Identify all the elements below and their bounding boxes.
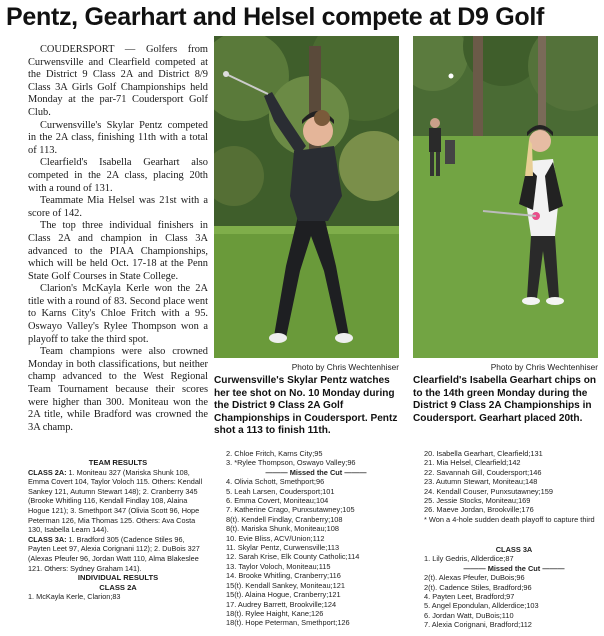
list-item: 4. Olivia Schott, Smethport;96 (226, 477, 325, 487)
individual-result-first: 1. McKayla Kerle, Clarion;83 (28, 592, 121, 602)
list-item: 11. Skylar Pentz, Curwensville;113 (226, 543, 340, 553)
list-item: 12. Sarah Krise, Elk County Catholic;114 (226, 552, 360, 562)
photo-isabella-gearhart (413, 36, 598, 358)
list-item: 25. Jessie Stocks, Moniteau;169 (424, 496, 531, 506)
list-item: 18(t). Rylee Haight, Kane;126 (226, 608, 324, 618)
golfer-photo-1 (214, 36, 399, 358)
list-item: 4. Payten Leet, Bradford;97 (424, 592, 515, 602)
golfer-photo-2 (413, 36, 598, 358)
story-paragraph: Team champions were also crowned Monday in both classifications, but neither champ advanced to the West Regional Team Tournament because their scores were higher than 300. Moniteau won the 2A title, while Bradford was crowned the 3A champ. (28, 346, 208, 433)
headline: Pentz, Gearhart and Helsel compete at D9 Golf (6, 3, 545, 31)
story-column (28, 44, 208, 434)
list-item: 1. Lily Gedris, Allderdice;87 (424, 554, 514, 564)
list-item: 7. Katherine Crago, Punxsutawney;105 (226, 505, 355, 515)
list-item: 24. Kendall Couser, Punxsutawney;159 (424, 486, 554, 496)
class-3a-team-text: 1. Bradford 305 (Cadence Stiles 96, Payten Leet 97, Alexia Corignani 112); 2. DuBois 327 (Alexas Pfeufer 96, Jordan Watt 110, Alma Blakeslee 121. Others: Sydney Graham 141). (28, 534, 200, 573)
list-item: 10. Evie Bliss, ACV/Union;112 (226, 533, 325, 543)
list-item: 8(t). Kendell Findlay, Cranberry;108 (226, 514, 343, 524)
team-results-heading: TEAM RESULTS (88, 458, 148, 467)
class-2a-team-text: 1. Moniteau 327 (Mariska Shunk 108, Emma Covert 104, Taylor Voloch 115. Others: Kendall Sankey 121, Autumn Stewart 148); 2. Cranberry 345 (Brooke Whitling 116, Kendall Findlay 108, Alaina Hogue 121); 3. Smethport 347 (Olivia Scott 96, Hope Peterman 126, Mia Thomas 125. Others: Ava Costa 130, Isabella Learn 144). (28, 467, 203, 535)
team-results (28, 458, 208, 602)
list-item: 23. Autumn Stewart, Moniteau;148 (424, 477, 538, 487)
individual-results-heading: INDIVIDUAL RESULTS (77, 573, 159, 583)
class-2a-label: CLASS 2A: (28, 467, 67, 477)
individual-results-2a-list (226, 449, 406, 628)
story-paragraph: Teammate Mia Helsel was 21st with a score of 142. (28, 195, 208, 219)
list-item: 21. Mia Helsel, Clearfield;142 (424, 458, 521, 468)
class-3a-label: CLASS 3A: (28, 534, 67, 544)
story-paragraph: COUDERSPORT — Golfers from Curwensville and Clearfield competed at the District 9 Class 2A and District 8/9 Class 3A Girls Golf Championships held Monday at the par-71 Coudersport Golf Club. (28, 44, 208, 118)
list-item: 22. Savannah Gill, Coudersport;146 (424, 467, 542, 477)
class-2a-team-results (28, 468, 208, 535)
story-paragraph: Clearfield's Isabella Gearhart also competed in the 2A class, placing 20th with a round of 131. (28, 157, 208, 194)
individual-class-2a-heading: CLASS 2A (99, 582, 137, 592)
list-item: 5. Leah Larsen, Coudersport;101 (226, 486, 335, 496)
playoff-note: * Won a 4-hole sudden death playoff to capture third (424, 514, 595, 524)
list-item: 2. Chloe Fritch, Karns City;95 (226, 449, 323, 458)
list-item: 15(t). Alaina Hogue, Cranberry;121 (226, 590, 341, 600)
story-paragraph: Curwensville's Skylar Pentz competed in the 2A class, finishing 11th with a total of 113. (28, 119, 208, 156)
list-item: 2(t). Cadence Stiles, Bradford;96 (424, 582, 532, 592)
class-3a-team-results (28, 535, 208, 573)
list-item: 7. Alexia Corignani, Bradford;112 (424, 620, 532, 630)
missed-the-cut-divider: ——— Missed the Cut ——— (463, 563, 565, 573)
individual-results-3a-list (424, 545, 604, 630)
list-item: 18(t). Hope Peterman, Smethport;126 (226, 618, 350, 628)
photo-caption-2: Clearfield's Isabella Gearhart chips on to the 14th green Monday during the District 9 Class 2A Championships in Coudersport. Gearhart placed 20th. (413, 375, 597, 424)
class-3a-heading: CLASS 3A (495, 545, 533, 554)
photo-credit-1: Photo by Chris Wechtenhiser (291, 362, 399, 372)
missed-the-cut-divider: ——— Missed the Cut ——— (265, 467, 367, 477)
list-item: 8(t). Mariska Shunk, Moniteau;108 (226, 524, 339, 534)
photo-credit-2: Photo by Chris Wechtenhiser (490, 362, 598, 372)
list-item: 26. Maeve Jordan, Brookville;176 (424, 505, 534, 515)
story-paragraph: Clarion's McKayla Kerle won the 2A title with a round of 83. Second place went to Karns City's Chloe Fritch with a 95. Oswayo Valley's Rylee Thompson won a playoff to take the third spot. (28, 283, 208, 345)
photo-skylar-pentz (214, 36, 399, 358)
story-paragraph: The top three individual finishers in Class 2A and champion in Class 3A advanced to the PIAA Championships, which will be held Oct. 17-18 at the Penn State Golf Courses in State College. (28, 220, 208, 282)
list-item: 14. Brooke Whitling, Cranberry;116 (226, 571, 341, 581)
list-item: 15(t). Kendall Sankey, Moniteau;121 (226, 580, 346, 590)
list-item: 2(t). Alexas Pfeufer, DuBois;96 (424, 573, 525, 583)
individual-results-2a-continued (424, 449, 604, 524)
list-item: 13. Taylor Voloch, Moniteau;115 (226, 561, 331, 571)
list-item: 20. Isabella Gearhart, Clearfield;131 (424, 449, 543, 458)
list-item: 5. Angel Epondulan, Allderdice;103 (424, 601, 539, 611)
list-item: 6. Emma Covert, Moniteau;104 (226, 496, 329, 506)
photo-caption-1: Curwensville's Skylar Pentz watches her tee shot on No. 10 Monday during the District 9 Class 2A Golf Championships in Coudersport. Pentz shot a 113 to finish 11th. (214, 375, 398, 437)
list-item: 3. *Rylee Thompson, Oswayo Valley;96 (226, 458, 356, 468)
list-item: 6. Jordan Watt, DuBois;110 (424, 610, 514, 620)
list-item: 17. Audrey Barrett, Brookville;124 (226, 599, 337, 609)
